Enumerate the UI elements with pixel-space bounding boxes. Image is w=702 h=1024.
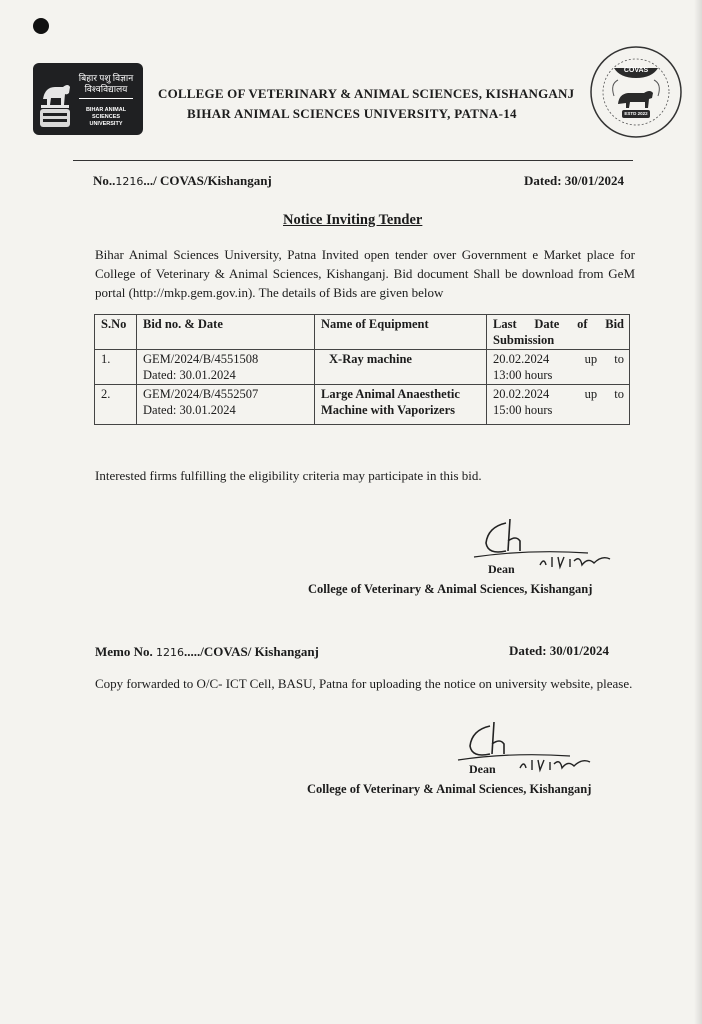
dean-label-2: Dean — [469, 762, 496, 776]
header-divider — [73, 160, 633, 161]
bid-number: GEM/2024/B/4552507 — [143, 387, 259, 401]
col-header-equipment: Name of Equipment — [315, 315, 487, 350]
bid-date: Dated: 30.01.2024 — [143, 403, 236, 417]
logo-hindi-text: बिहार पशु विज्ञान विश्वविद्यालय — [73, 73, 139, 99]
table-row: 2. GEM/2024/B/4552507 Dated: 30.01.2024 Large Animal Anaesthetic Machine with Vaporizers 20.02.2024 up to 15:00 hours — [95, 385, 630, 425]
reference-number: No..1216.../ COVAS/Kishanganj — [93, 173, 272, 188]
bid-number: GEM/2024/B/4551508 — [143, 352, 259, 366]
seal-title: COVAS — [623, 67, 649, 74]
col-header-sno: S.No — [95, 315, 137, 350]
punch-hole — [33, 18, 49, 34]
up-to: up to — [584, 387, 624, 401]
last-date: 20.02.2024 — [493, 387, 550, 401]
bid-date: Dated: 30.01.2024 — [143, 368, 236, 382]
covas-seal-icon — [588, 44, 684, 140]
equipment-name: X-Ray machine — [329, 352, 412, 366]
col-header-last-date: Last Date of Bid Submission — [487, 315, 630, 350]
memo-date: Dated: 30/01/2024 — [509, 643, 610, 658]
cow-emblem-icon — [37, 69, 73, 131]
college-signatory-1: College of Veterinary & Animal Sciences, Kishanganj — [308, 582, 593, 596]
last-time: 15:00 hours — [493, 403, 553, 417]
college-signatory-2: College of Veterinary & Animal Sciences, Kishanganj — [307, 782, 592, 796]
basu-logo — [33, 63, 143, 135]
equipment-name: Large Animal Anaesthetic Machine with Vaporizers — [321, 387, 460, 417]
last-date: 20.02.2024 — [493, 352, 550, 366]
handwritten-memo: 1216 — [156, 646, 185, 659]
col-header-bid: Bid no. & Date — [137, 315, 315, 350]
up-to: up to — [584, 352, 624, 366]
memo-number: Memo No. 1216...../COVAS/ Kishanganj — [95, 644, 319, 659]
college-name: COLLEGE OF VETERINARY & ANIMAL SCIENCES, KISHANGANJ — [158, 86, 575, 101]
bids-table — [94, 314, 630, 425]
table-header-row — [95, 315, 630, 350]
reference-date: Dated: 30/01/2024 — [524, 173, 625, 188]
page-edge-shadow — [694, 0, 702, 1024]
handwritten-reference: 1216 — [115, 175, 144, 188]
table-row: 1. GEM/2024/B/4551508 Dated: 30.01.2024 X-Ray machine 20.02.2024 up to 13:00 hours — [95, 350, 630, 385]
seal-estd: ESTD 2022 — [624, 111, 648, 116]
notice-title: Notice Inviting Tender — [283, 212, 423, 228]
eligibility-note: Interested firms fulfilling the eligibility criteria may participate in this bid. — [95, 468, 482, 483]
university-name: BIHAR ANIMAL SCIENCES UNIVERSITY, PATNA-14 — [187, 106, 517, 121]
copy-forwarded: Copy forwarded to O/C- ICT Cell, BASU, Patna for uploading the notice on university website, please. — [95, 676, 633, 691]
covas-seal — [588, 44, 684, 140]
logo-english-text: BIHAR ANIMAL SCIENCES UNIVERSITY — [85, 107, 127, 127]
intro-paragraph: Bihar Animal Sciences University, Patna Invited open tender over Government e Market place for College of Veterinary & Animal Sciences, Kishanganj. Bid document Shall be download from GeM portal (http://mkp.gem.gov.in). The details of Bids are given below — [95, 247, 635, 300]
dean-label-1: Dean — [488, 562, 515, 576]
last-time: 13:00 hours — [493, 368, 553, 382]
